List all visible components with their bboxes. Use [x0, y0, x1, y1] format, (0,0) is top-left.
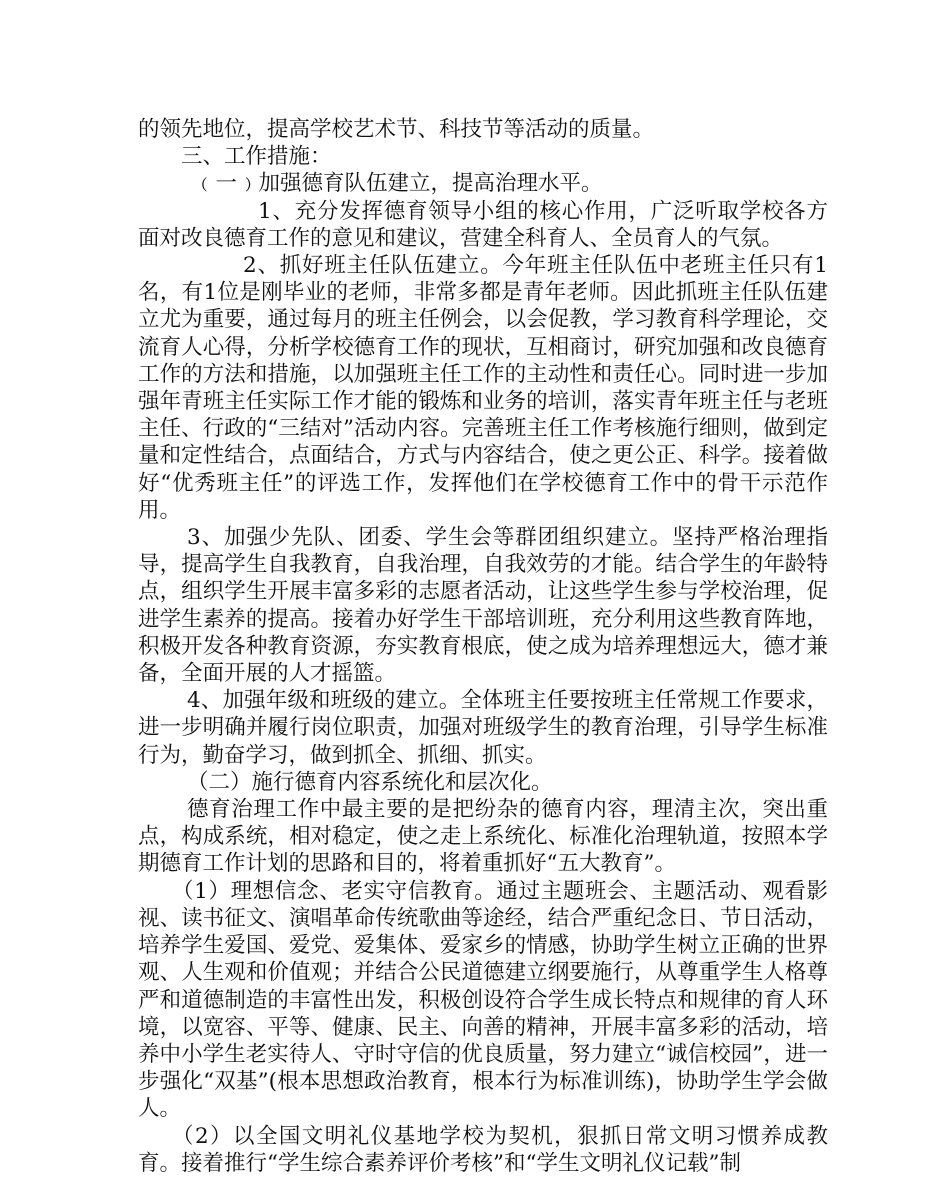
subheading-2: （二）施行德育内容系统化和层次化。: [187, 769, 553, 795]
paragraph-item-2: 2、抓好班主任队伍建立。今年班主任队伍中老班主任只有1名，有1位是刚毕业的老师，非常多都是青年老师。因此抓班主任队伍建立尤为重要，通过每月的班主任例会，以会促教，学习教育科学理论，交流育人心得，分析学校德育工作的现状，互相商讨，研究加强和改良德育工作的方法和措施，以加强班主任工作的主动性和责任心。同时进一步加强年青班主任实际工作才能的锻炼和业务的培训，落实青年班主任与老班主任、行政的“三结对”活动内容。完善班主任工作考核施行细则，做到定量和定性结合，点面结合，方式与内容结合，使之更公正、科学。接着做好“优秀班主任”的评选工作，发挥他们在学校德育工作中的骨干示范作用。: [138, 253, 828, 523]
paragraph-item-4: 4、加强年级和班级的建立。全体班主任要按班主任常规工作要求，进一步明确并履行岗位职责，加强对班级学生的教育治理，引导学生标准行为，勤奋学习，做到抓全、抓细、抓实。: [138, 688, 828, 768]
paragraph-item-1: 1、充分发挥德育领导小组的核心作用，广泛听取学校各方面对改良德育工作的意见和建议，营建全科育人、全员育人的气氛。: [138, 198, 828, 251]
paragraph-intro: 德育治理工作中最主要的是把纷杂的德育内容，理清主次，突出重点，构成系统，相对稳定，使之走上系统化、标准化治理轨道，按照本学期德育工作计划的思路和目的，将着重抓好“五大教育”。: [138, 797, 828, 877]
paragraph-1: 的领先地位，提高学校艺术节、科技节等活动的质量。: [138, 117, 655, 142]
section-heading-work-measures: 三、工作措施：: [181, 144, 332, 170]
paragraph-education-1: （1）理想信念、老实守信教育。通过主题班会、主题活动、观看影视、读书征文、演唱革命传统歌曲等途经，结合严重纪念日、节日活动，培养学生爱国、爱党、爱集体、爱家乡的情感，协助学生树立正确的世界观、人生观和价值观；并结合公民道德建立纲要施行，从尊重学生人格尊严和道德制造的丰富性出发，积极创设符合学生成长特点和规律的育人环境，以宽容、平等、健康、民主、向善的精神，开展丰富多彩的活动，培养中小学生老实待人、守时守信的优良质量，努力建立“诚信校园”，进一步强化“双基”(根本思想政治教育，根本行为标准训练)，协助学生学会做人。: [138, 878, 828, 1122]
subheading-1: ﹙一﹚加强德育队伍建立，提高治理水平。: [194, 171, 603, 197]
paragraph-item-3: 3、加强少先队、团委、学生会等群团组织建立。坚持严格治理指导，提高学生自我教育，自我治理，自我效劳的才能。结合学生的年龄特点，组织学生开展丰富多彩的志愿者活动，让这些学生参与学校治理，促进学生素养的提高。接着办好学生干部培训班，充分利用这些教育阵地，积极开发各种教育资源，夯实教育根底，使之成为培养理想远大，德才兼备，全面开展的人才摇篮。: [138, 525, 828, 687]
document-body: [138, 116, 828, 1177]
paragraph-education-2: （2）以全国文明礼仪基地学校为契机，狠抓日常文明习惯养成教育。接着推行“学生综合素养评价考核”和“学生文明礼仪记载”制: [138, 1123, 828, 1176]
